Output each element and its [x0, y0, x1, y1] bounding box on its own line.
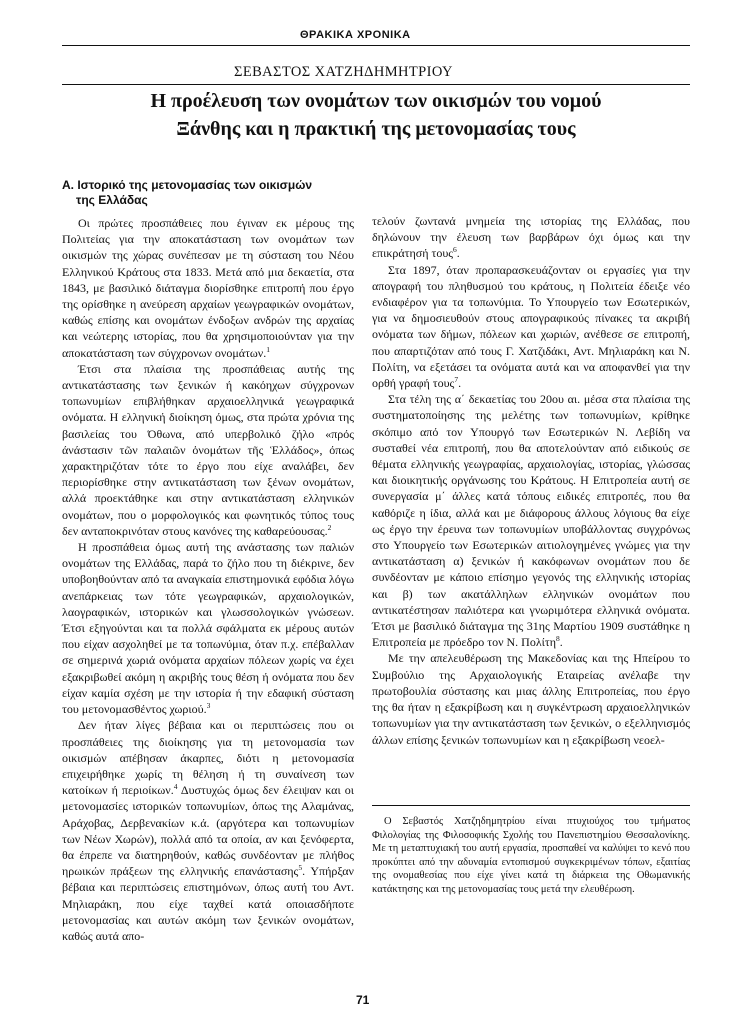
- paragraph-text: Στα 1897, όταν προπαρασκευάζονταν οι εργασίες για την απογραφή του πληθυσμού του κράτους, η Πολιτεία έδειξε νέο ενδιαφέρον για τα τοπωνύμια. Το Υπουργείο των Εσωτερικών, για να δημοσιευθούν στους απογραφικούς πίνακες τα ακριβή ονόματα των δήμων, πόλεων και χωριών, ανέθεσε σε επιτροπή, που απαρτιζόταν από τους Γ. Χατζιδάκι, Αντ. Μηλιαράκη και Ν. Πολίτη, να εξετάσει τα ονόματα αυτά και να αποφανθεί για την ορθή γραφή τους: [372, 262, 690, 391]
- footnote-rule: [372, 805, 690, 806]
- paragraph: [62, 539, 354, 717]
- author-name: ΣΕΒΑΣΤΟΣ ΧΑΤΖΗΔΗΜΗΤΡΙΟΥ: [234, 64, 453, 80]
- title-line-1: Η προέλευση των ονομάτων των οικισμών του νομού: [150, 90, 602, 112]
- paragraph: [62, 215, 354, 361]
- paragraph-text: Η προσπάθεια όμως αυτή της ανάστασης των παλιών ονομάτων της Ελλάδας, παρά το ζήλο που τη διέκρινε, δεν υποβοηθούνταν από τα αναγκαία επιστημονικά εφόδια λόγω ανεπάρκειας των τότε γεωγραφικών, αρχαιολογικών, λαογραφικών, ιστορικών και γλωσσολογικών γνώσεων. Έτσι εξηγούνται και τα πολλά σφάλματα εκ μέρους αυτών που είχαν ασχοληθεί με τα τοπωνύμια, όταν π.χ. επέβαλλαν σε σημερινά χωριά ονόματα αρχαίων πόλεων χωρίς να έχει εξακριβωθεί ακόμη η ακριβής τους θέση ή ονόματα που δεν είχαν καμία σχέση με την ιστορία ή την εδαφική σύσταση του μετονομασθέντος χωριού.: [62, 540, 354, 717]
- paragraph-text: Δυστυχώς όμως δεν έλειψαν και οι μετονομασίες ιστορικών τοπωνυμίων, όπως της Αλαμάνας, Αράχοβας, Δερβενακίων κ.ά. (αργότερα και τοπωνυμίων των Νέων Χωρών), πολλά από τα οποία, αν και ξενόφερτα, θα έπρεπε να διατηρηθούν, καθώς συνδέονταν με πλήθος ηρωικών πράξεων της ελληνικής επανάστασης: [62, 783, 354, 879]
- footnote-text: Ο Σεβαστός Χατζηδημητρίου είναι πτυχιούχος του τμήματος Φιλολογίας της Φιλοσοφικής Σχολής του Πανεπιστημίου Θεσσαλονίκης. Με τη μεταπτυχιακή του αυτή εργασία, προσπαθεί να καλύψει το κενό που προκύπτει από την αδυναμία εντοπισμού συγκεκριμένων τόπων, εξαιτίας της ονομαθεσίας που είχε γίνει κατά τη διάρκεια της Οθωμανικής κατάκτησης και της μετονομασίας τους μετά την ελευθέρωση.: [372, 816, 690, 895]
- running-header: ΘΡΑΚΙΚΑ ΧΡΟΝΙΚΑ: [300, 29, 411, 41]
- footnote-ref: 8: [555, 634, 560, 644]
- paragraph-text: . Υπήρξαν βέβαια και περιπτώσεις επιστημόνων, όπως αυτή του Αντ. Μηλιαράκη, που είχε ταχθεί κατά οποιασδήποτε μετονομασίας και αυτών ακόμη των ξενικών ονομάτων, καθώς αυτά απο-: [62, 864, 354, 943]
- paragraph: Στα 1897, όταν προπαρασκευάζονταν οι εργασίες για την απογραφή του πληθυσμού του κράτους, η Πολιτεία έδειξε νέο ενδιαφέρον για τα τοπωνύμια. Το Υπουργείο των Εσωτερικών, για να δημοσιευθούν στους απογραφικούς πίνακες τα ακριβή ονόματα των δήμων, πόλεων και χωριών, ανέθεσε σε επιτροπή, που απαρτιζόταν από τους Γ. Χατζιδάκι, Αντ. Μηλιαράκη και Ν. Πολίτη, να εξετάσει τα ονόματα αυτά και να αποφανθεί για την ορθή γραφή τους$^7$.: [372, 262, 690, 391]
- footnote-ref: 5: [298, 863, 303, 873]
- footnote-ref: 1: [266, 344, 270, 354]
- paragraph: Στα τέλη της α΄ δεκαετίας του 20ου αι. μέσα στα πλαίσια της συστηματοποίησης της μελέτης των τοπωνυμίων, κρίθηκε σκόπιμο από τον Υπουργό των Εσωτερικών Ν. Λεβίδη να συσταθεί νέα επιτροπή, που θα αποτελούνταν από ειδικούς σε θέματα ελληνικής γεωγραφίας, αρχαιολογίας, ιστορίας, γλώσσας και διοικητικής οργάνωσης του Κράτους. Η Επιτροπεία αυτή σε συνεργασία μ΄ άλλες κατά τόπους ειδικές επιτροπές, που θα καθόριζε η ίδια, αλλά και με διάφορους άλλους λόγιους θα είχε ως έργο την έρευνα των τοπωνυμίων υποβάλλοντας συγχρόνως στο Υπουργείο των Εσωτερικών αιτιολογημένες γνώμες για την αντικατάσταση α) ξενικών ή κακόφωνων ονομάτων που δε συνδέονταν με κάποιο επίσημο γεγονός της ελληνικής ιστορίας και β) των ακατάλληλων ελληνικών ονομάτων που αντικατέστησαν παλιότερα και γνωριμότερα ελληνικά ονόματα. Έτσι με βασιλικό διάταγμα της 31ης Μαρτίου 1909 συστάθηκε η Επιτροπεία με πρόεδρο τον Ν. Πολίτη$^8$.: [372, 392, 690, 650]
- paragraph-text: Έτσι στα πλαίσια της προσπάθειας αυτής της αντικατάστασης των ξενικών ή κακόηχων σύγχρονων τοπωνυμίων επιβλήθηκαν αρχαιοελληνικά γεωγραφικά ονόματα. Η ελληνική διοίκηση όμως, στα πρώτα χρόνια της βασιλείας του Όθωνα, από υπερβολικό ζήλο «πρός άνάστασιν τῶν παλαιῶν ὀνομάτων τῆς Ἑλλάδος», όπως χαρακτηριζόταν τότε το έργο που είχε αναλάβει, δεν περιορίσθηκε στην αντικατάσταση των ξένων ονομάτων, αλλά προεκτάθηκε και στην αντικατάσταση ελληνικών ονομάτων, που ο μορφολογικός και φωνητικός τύπος τους δεν ανταποκρινόταν στους κανόνες της καθαρεύουσας.: [62, 361, 354, 538]
- paragraph-text: Δεν ήταν λίγες βέβαια και οι περιπτώσεις που οι προσπάθειες της διοίκησης για τη μετονομασία των οικισμών απέβησαν άκαρπες, διότι η μετονομασία επιχειρήθηκε χωρίς τη θέληση ή τη συναίνεση των κατοίκων ή περιοίκων.: [62, 718, 354, 798]
- footnote-ref: 4: [173, 782, 178, 792]
- paragraph: [62, 361, 354, 539]
- section-heading: [62, 178, 362, 208]
- section-heading-line-2: της Ελλάδας: [76, 193, 148, 207]
- header-rule: [62, 45, 690, 46]
- footnote-ref: 2: [327, 522, 332, 532]
- article-title: [62, 87, 690, 143]
- paragraph-text: τελούν ζωντανά μνημεία της ιστορίας της Ελλάδας, που δηλώνουν την έλευση των βαρβάρων όχι όμως και την επικράτησή τους: [372, 214, 690, 261]
- right-column: [372, 213, 690, 748]
- footnote-ref: 3: [206, 701, 211, 711]
- paragraph: [62, 717, 354, 944]
- left-column: [62, 215, 354, 944]
- footnote-ref: 7: [454, 375, 459, 385]
- paragraph: [372, 650, 690, 747]
- title-line-2: Ξάνθης και η πρακτική της μετονομασίας τους: [176, 118, 576, 140]
- footnote-ref: 6: [453, 245, 457, 255]
- author-footnote: [372, 815, 690, 897]
- paragraph-text: Στα τέλη της α΄ δεκαετίας του 20ου αι. μέσα στα πλαίσια της συστηματοποίησης της μελέτης των τοπωνυμίων, κρίθηκε σκόπιμο από τον Υπουργό των Εσωτερικών Ν. Λεβίδη να συσταθεί νέα επιτροπή, που θα αποτελούνταν από ειδικούς σε θέματα ελληνικής γεωγραφίας, αρχαιολογίας, ιστορίας, γλώσσας και διοικητικής οργάνωσης του Κράτους. Η Επιτροπεία αυτή σε συνεργασία μ΄ άλλες κατά τόπους ειδικές επιτροπές, που θα καθόριζε η ίδια, αλλά και με διάφορους άλλους λόγιους θα είχε ως έργο την έρευνα των τοπωνυμίων υποβάλλοντας συγχρόνως στο Υπουργείο των Εσωτερικών αιτιολογημένες γνώμες για την αντικατάσταση α) ξενικών ή κακόφωνων ονομάτων που δε συνδέονταν με κάποιο επίσημο γεγονός της ελληνικής ιστορίας και β) των ακατάλληλων ελληνικών ονομάτων που αντικατέστησαν παλιότερα και γνωριμότερα ελληνικά ονόματα. Έτσι με βασιλικό διάταγμα της 31ης Μαρτίου 1909 συστάθηκε η Επιτροπεία με πρόεδρο τον Ν. Πολίτη: [372, 392, 690, 650]
- paragraph-continuation: τελούν ζωντανά μνημεία της ιστορίας της Ελλάδας, που δηλώνουν την έλευση των βαρβάρων όχι όμως και την επικράτησή τους$^6$.: [372, 214, 690, 261]
- section-heading-line-1: Α. Ιστορικό της μετονομασίας των οικισμών: [62, 178, 313, 192]
- author-rule: [62, 84, 690, 85]
- paragraph-text: Με την απελευθέρωση της Μακεδονίας και της Ηπείρου το Συμβούλιο της Αρχαιολογικής Εταιρείας ανέλαβε την πρωτοβουλία σύστασης και μιας άλλης Επιτροπείας, που έργο της θα ήταν η εξακρίβωση και η συγκέντρωση αρχαιοελληνικών τοπωνυμίων για την αντικατάσταση των ξενικών, ο εξελληνισμός άλλων επίσης ξενικών τοπωνυμίων και η εξακρίβωση νεοελ-: [372, 651, 690, 747]
- page-number: 71: [356, 993, 370, 1007]
- paragraph-text: Οι πρώτες προσπάθειες που έγιναν εκ μέρους της Πολιτείας για την αποκατάσταση των ονομάτων των οικισμών της χώρας συνέπεσαν με τη σύσταση του Νέου Ελληνικού Κράτους στα 1833. Μετά από μια δεκαετία, στα 1843, με βασιλικό διάταγμα διορίσθηκε επιτροπή που έργο της ορίσθηκε η ανεύρεση αρχαίων γεωγραφικών ονομάτων, καθώς επίσης και ονομάτων ένδοξων ανδρών της αρχαίας και νεώτερης ιστορίας, που θα χρησιμοποιούνταν για την αποκατάσταση των σύγχρονων ονομάτων.: [62, 216, 354, 360]
